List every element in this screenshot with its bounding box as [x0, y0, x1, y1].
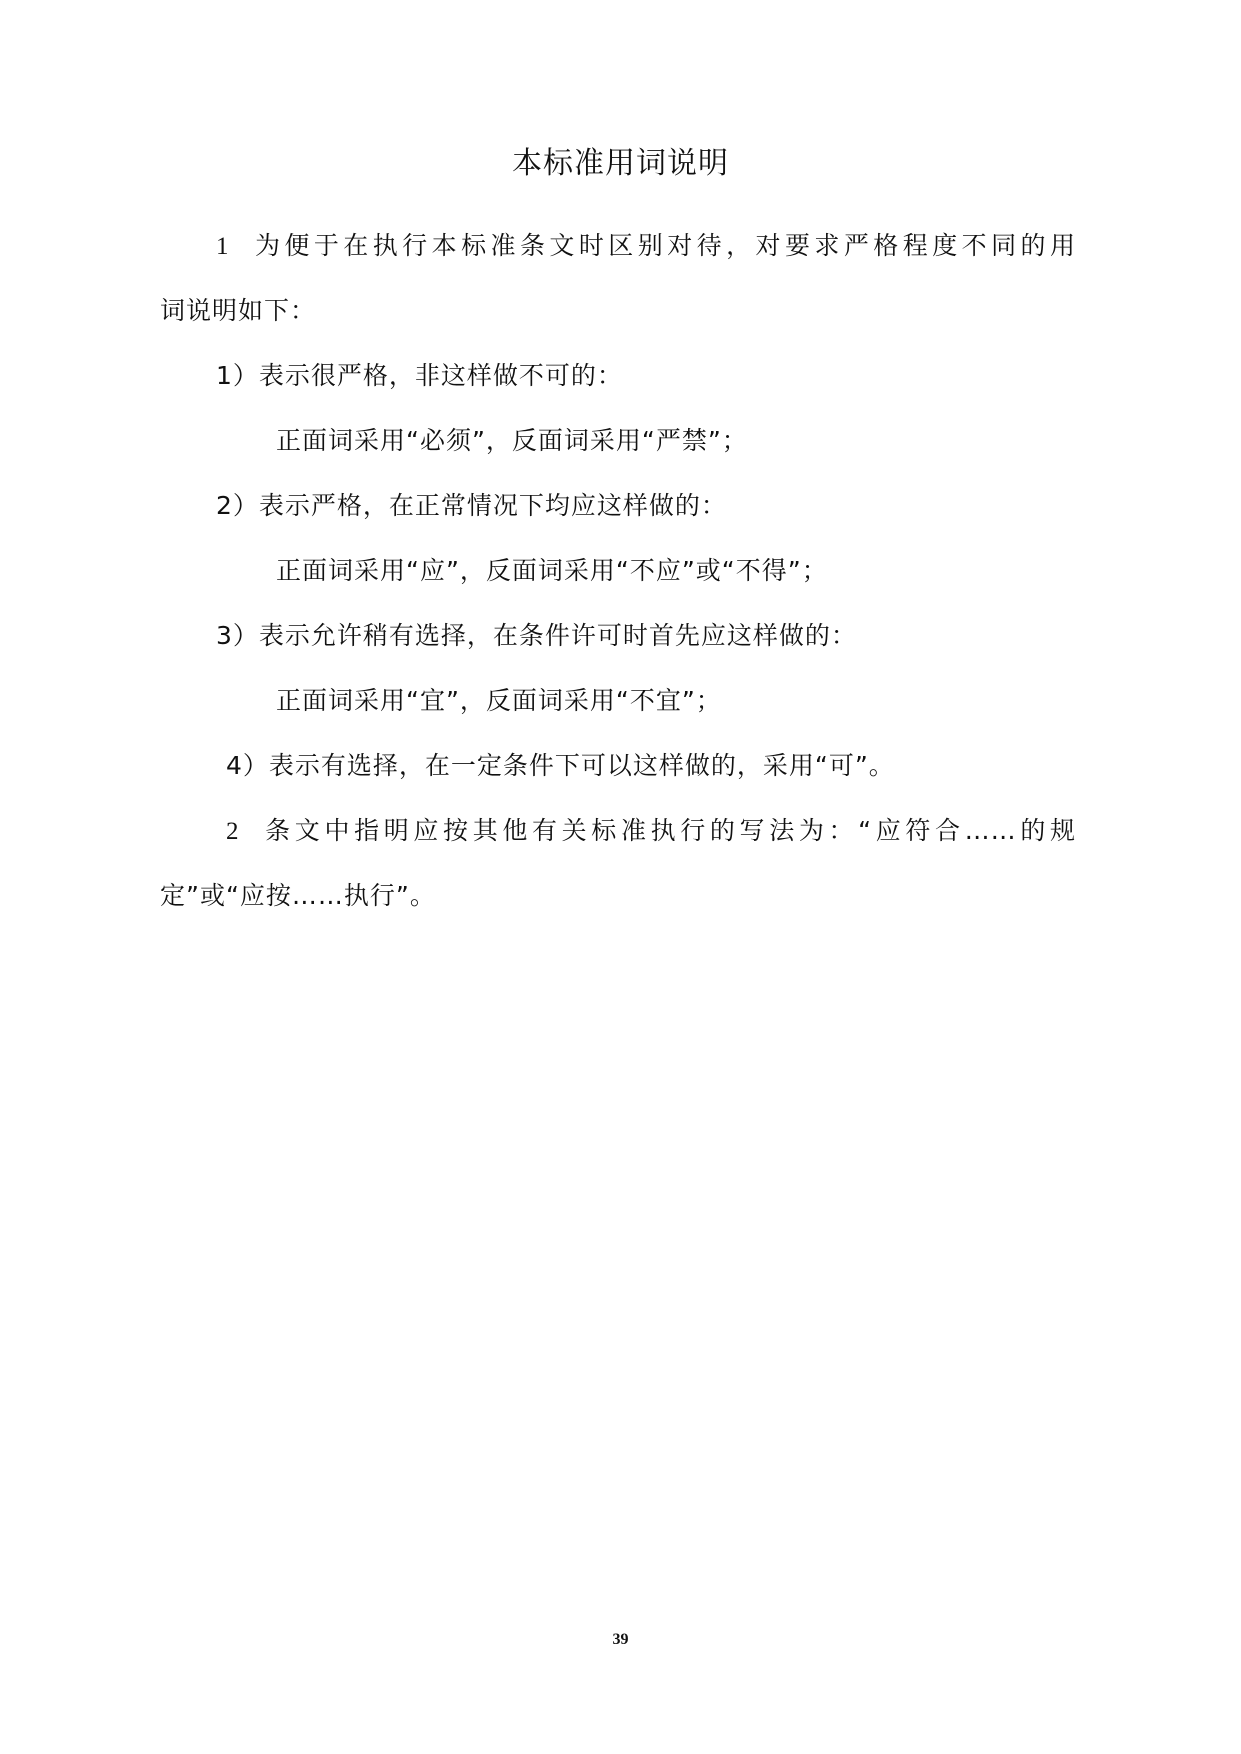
item-4-label: 4）表示有选择，在一定条件下可以这样做的，采用“可”。 [226, 751, 895, 780]
item-3-label: 3）表示允许稍有选择，在条件许可时首先应这样做的： [216, 621, 857, 650]
page-number: 39 [612, 1631, 629, 1648]
clause-2-line-1 [226, 815, 1076, 849]
item-2-detail: 正面词采用“应”，反面词采用“不应”或“不得”； [276, 556, 828, 585]
clause-1-line-1 [216, 230, 1076, 264]
clause-1-number: 1 [216, 233, 230, 260]
item-3-detail: 正面词采用“宜”，反面词采用“不宜”； [276, 686, 722, 715]
item-1-detail: 正面词采用“必须”，反面词采用“严禁”； [276, 426, 748, 455]
page-title: 本标准用词说明 [512, 146, 729, 181]
clause-1-text: 为便于在执行本标准条文时区别对待，对要求严格程度不同的用 [251, 231, 1076, 260]
clause-2-line-2: 定”或“应按……执行”。 [160, 881, 436, 910]
clause-2-text: 条文中指明应按其他有关标准执行的写法为：“应符合……的规 [261, 816, 1076, 845]
clause-2-number: 2 [226, 818, 240, 845]
item-1-label: 1）表示很严格，非这样做不可的： [216, 361, 623, 390]
item-2-label: 2）表示严格，在正常情况下均应这样做的： [216, 491, 727, 520]
clause-1-line-2: 词说明如下： [160, 296, 317, 325]
